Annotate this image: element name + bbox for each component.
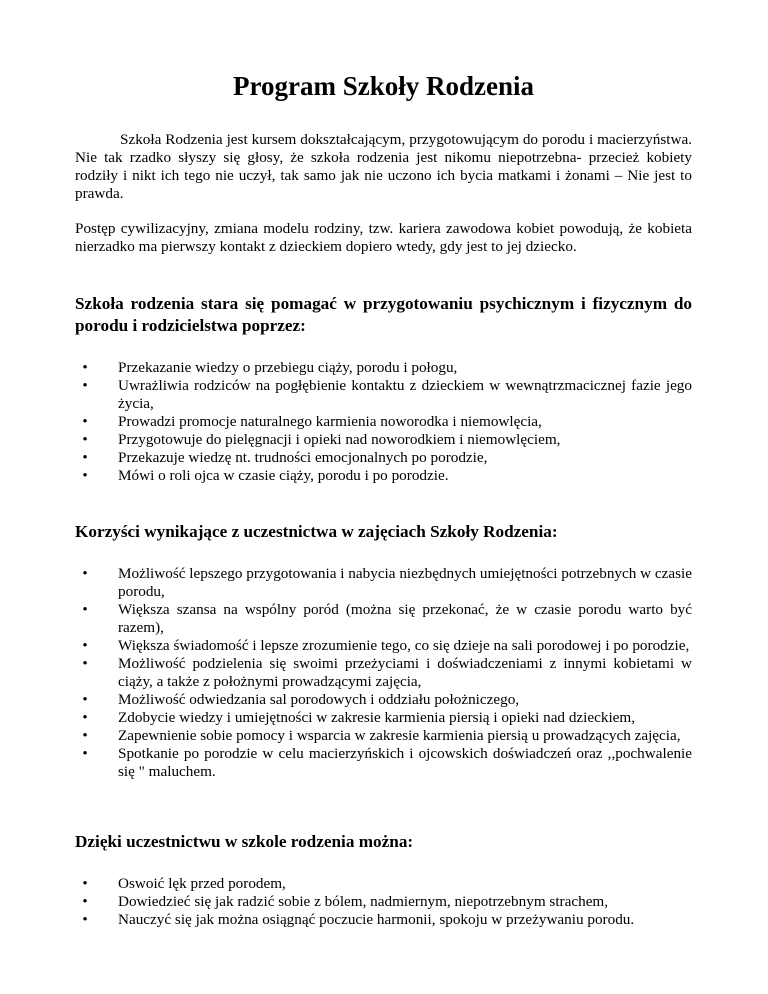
bullet-icon: • [82, 601, 88, 618]
bullet-icon: • [82, 467, 88, 484]
bullet-icon: • [82, 565, 88, 582]
list-item: • Większa szansa na wspólny poród (można się przekonać, że w czasie porodu warto być razem), [118, 601, 692, 637]
list-item: • Prowadzi promocje naturalnego karmienia noworodka i niemowlęcia, [118, 413, 692, 431]
bullet-icon: • [82, 655, 88, 672]
bullet-icon: • [82, 893, 88, 910]
list-item: • Zapewnienie sobie pomocy i wsparcia w zakresie karmienia piersią u prowadzących zajęcia, [118, 727, 692, 745]
list-item: • Przekazuje wiedzę nt. trudności emocjonalnych po porodzie, [118, 449, 692, 467]
bullet-icon: • [82, 691, 88, 708]
bullet-icon: • [82, 377, 88, 394]
bullet-icon: • [82, 745, 88, 762]
outcomes-list [75, 875, 692, 929]
preparation-list [75, 359, 692, 485]
list-item: • Dowiedzieć się jak radzić sobie z bólem, nadmiernym, niepotrzebnym strachem, [118, 893, 692, 911]
list-item: • Możliwość odwiedzania sal porodowych i oddziału położniczego, [118, 691, 692, 709]
list-item: • Oswoić lęk przed porodem, [118, 875, 692, 893]
bullet-icon: • [82, 709, 88, 726]
list-item: • Przekazanie wiedzy o przebiegu ciąży, porodu i połogu, [118, 359, 692, 377]
list-item: • Przygotowuje do pielęgnacji i opieki nad noworodkiem i niemowlęciem, [118, 431, 692, 449]
list-item: • Nauczyć się jak można osiągnąć poczucie harmonii, spokoju w przeżywaniu porodu. [118, 911, 692, 929]
section-heading-preparation: Szkoła rodzenia stara się pomagać w przygotowaniu psychicznym i fizycznym do porodu i rodzicielstwa poprzez: [75, 294, 692, 335]
list-item: • Większa świadomość i lepsze zrozumienie tego, co się dzieje na sali porodowej i po porodzie, [118, 637, 692, 655]
list-item: • Mówi o roli ojca w czasie ciąży, porodu i po porodzie. [118, 467, 692, 485]
list-item: • Zdobycie wiedzy i umiejętności w zakresie karmienia piersią i opieki nad dzieckiem, [118, 709, 692, 727]
intro-paragraph-1: Szkoła Rodzenia jest kursem dokształcającym, przygotowującym do porodu i macierzyństwa. Nie tak rzadko słyszy się głosy, że szkoła rodzenia jest nikomu niepotrzebna- przecież kobiety rodziły i nikt ich tego nie uczył, tak samo jak nie uczono ich bycia matkami i żonami – Nie jest to prawda. [75, 131, 692, 202]
bullet-icon: • [82, 413, 88, 430]
intro-paragraph-2: Postęp cywilizacyjny, zmiana modelu rodziny, tzw. kariera zawodowa kobiet powodują, że kobieta nierzadko ma pierwszy kontakt z dzieckiem dopiero wtedy, gdy jest to jej dziecko. [75, 220, 692, 255]
bullet-icon: • [82, 727, 88, 744]
benefits-list [75, 565, 692, 781]
bullet-icon: • [82, 449, 88, 466]
page-title: Program Szkoły Rodzenia [233, 71, 534, 101]
bullet-icon: • [82, 359, 88, 376]
list-item: • Uwrażliwia rodziców na pogłębienie kontaktu z dzieckiem w wewnątrzmacicznej fazie jego życia, [118, 377, 692, 413]
bullet-icon: • [82, 637, 88, 654]
section-heading-outcomes: Dzięki uczestnictwu w szkole rodzenia można: [75, 832, 414, 851]
bullet-icon: • [82, 911, 88, 928]
list-item: • Możliwość podzielenia się swoimi przeżyciami i doświadczeniami z innymi kobietami w ciąży, a także z położnymi prowadzącymi zajęcia, [118, 655, 692, 691]
bullet-icon: • [82, 875, 88, 892]
list-item: • Możliwość lepszego przygotowania i nabycia niezbędnych umiejętności potrzebnych w czasie porodu, [118, 565, 692, 601]
section-heading-benefits: Korzyści wynikające z uczestnictwa w zajęciach Szkoły Rodzenia: [75, 522, 558, 541]
bullet-icon: • [82, 431, 88, 448]
list-item: • Spotkanie po porodzie w celu macierzyńskich i ojcowskich doświadczeń oraz ,,pochwalenie się " maluchem. [118, 745, 692, 781]
